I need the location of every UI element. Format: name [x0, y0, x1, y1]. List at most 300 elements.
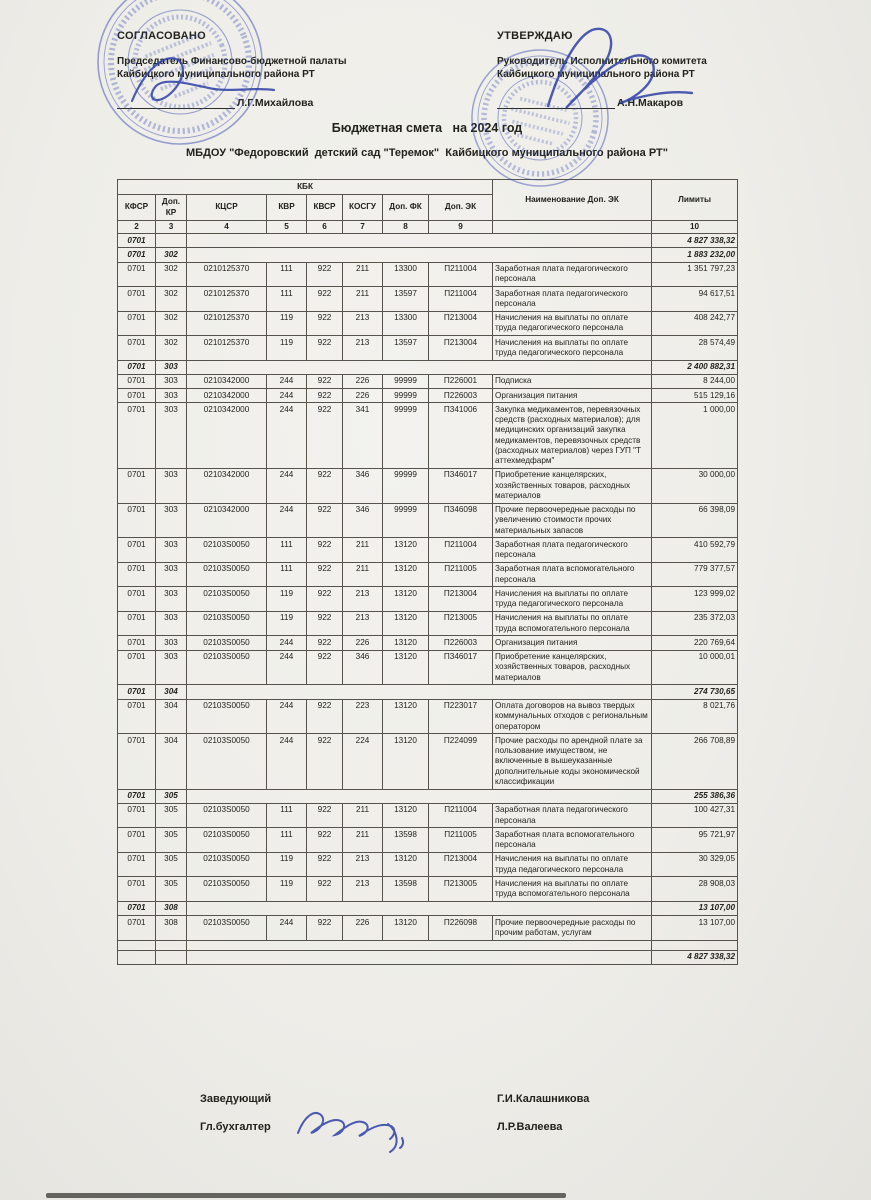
- cell-kosgu: 213: [343, 611, 383, 636]
- cell-kcsr: 0210125370: [187, 336, 267, 361]
- cell-name: Подписка: [493, 374, 652, 388]
- agreed-role-line1: Председатель Финансово-бюджетной палаты: [117, 56, 347, 67]
- cell-dop-kr: [156, 950, 187, 964]
- table-row: [118, 262, 738, 287]
- table-row: [118, 311, 738, 336]
- cell-spacer: [187, 940, 652, 950]
- cell-limit: 28 574,49: [652, 336, 738, 361]
- cell-kvr: 119: [267, 877, 307, 902]
- cell-dop-ek: П226098: [429, 916, 493, 941]
- cell-kfsr: 0701: [118, 538, 156, 563]
- cell-dop-kr: 302: [156, 311, 187, 336]
- cell-kvsr: 922: [307, 287, 343, 312]
- cell-dop-fk: 13597: [383, 336, 429, 361]
- cell-dop-kr: 302: [156, 248, 187, 262]
- table-body: [118, 234, 738, 965]
- cell-dop-fk: 13300: [383, 311, 429, 336]
- table-row-total: [118, 950, 738, 964]
- cell-kvsr: 922: [307, 734, 343, 789]
- cell-kvsr: 922: [307, 403, 343, 469]
- col-number: 5: [267, 220, 307, 233]
- cell-limit: 235 372,03: [652, 611, 738, 636]
- cell-limit: 8 244,00: [652, 374, 738, 388]
- cell-dop-fk: 13598: [383, 828, 429, 853]
- cell-kvr: 244: [267, 650, 307, 685]
- table-row-section: [118, 360, 738, 374]
- approved-role-line1: Руководитель Исполнительного комитета: [497, 56, 707, 67]
- cell-kvsr: 922: [307, 916, 343, 941]
- cell-dop-fk: 13598: [383, 877, 429, 902]
- cell-limit: 2 400 882,31: [652, 360, 738, 374]
- cell-dop-ek: П224099: [429, 734, 493, 789]
- cell-kfsr: 0701: [118, 587, 156, 612]
- cell-kvr: 119: [267, 336, 307, 361]
- cell-dop-kr: 308: [156, 916, 187, 941]
- cell-spacer: [187, 685, 652, 699]
- table-row-section: [118, 901, 738, 915]
- table-row: [118, 828, 738, 853]
- cell-kcsr: 0210342000: [187, 374, 267, 388]
- cell-spacer: [187, 248, 652, 262]
- cell-dop-ek: П213005: [429, 877, 493, 902]
- cell-kvr: 111: [267, 562, 307, 587]
- cell-dop-fk: 99999: [383, 468, 429, 503]
- cell-kcsr: 0210125370: [187, 311, 267, 336]
- cell-kosgu: 213: [343, 336, 383, 361]
- cell-limit: 1 000,00: [652, 403, 738, 469]
- table-row-section: [118, 248, 738, 262]
- limits-header: Лимиты: [652, 180, 738, 221]
- cell-dop-kr: 303: [156, 636, 187, 650]
- col-number: 8: [383, 220, 429, 233]
- cell-kcsr: 0210125370: [187, 287, 267, 312]
- cell-limit: 1 351 797,23: [652, 262, 738, 287]
- kbk-header: КБК: [118, 180, 493, 195]
- cell-dop-fk: 13120: [383, 636, 429, 650]
- cell-dop-kr: 303: [156, 650, 187, 685]
- cell-limit: 28 908,03: [652, 877, 738, 902]
- header-row-numbers: [118, 220, 738, 233]
- cell-kvsr: 922: [307, 650, 343, 685]
- document-title: Бюджетная смета на 2024 год: [331, 121, 523, 135]
- cell-dop-kr: 303: [156, 538, 187, 563]
- col-number: 7: [343, 220, 383, 233]
- cell-kfsr: 0701: [118, 699, 156, 734]
- cell-kosgu: 226: [343, 374, 383, 388]
- cell-kvsr: 922: [307, 828, 343, 853]
- signatory-role-2: Гл.бухгалтер: [200, 1121, 271, 1133]
- cell-name: Приобретение канцелярских, хозяйственных товаров, расходных материалов: [493, 650, 652, 685]
- cell-name: Приобретение канцелярских, хозяйственных товаров, расходных материалов: [493, 468, 652, 503]
- approved-heading: УТВЕРЖДАЮ: [497, 30, 573, 42]
- cell-dop-fk: 13120: [383, 852, 429, 877]
- cell-kosgu: 211: [343, 562, 383, 587]
- signatory-name-1: Г.И.Калашникова: [497, 1093, 590, 1105]
- cell-name: Начисления на выплаты по оплате труда педагогического персонала: [493, 852, 652, 877]
- cell-kfsr: 0701: [118, 789, 156, 803]
- cell-kfsr: 0701: [118, 503, 156, 538]
- cell-kfsr: 0701: [118, 336, 156, 361]
- cell-dop-kr: [156, 940, 187, 950]
- cell-limit: 4 827 338,32: [652, 234, 738, 248]
- cell-kvsr: 922: [307, 389, 343, 403]
- cell-kosgu: 226: [343, 636, 383, 650]
- agreed-block: [117, 30, 417, 109]
- cell-kvr: 119: [267, 311, 307, 336]
- signature-line: [497, 98, 615, 109]
- cell-limit: 255 386,36: [652, 789, 738, 803]
- cell-kfsr: 0701: [118, 877, 156, 902]
- cell-kvsr: 922: [307, 562, 343, 587]
- cell-kcsr: 0210342000: [187, 389, 267, 403]
- cell-name: Организация питания: [493, 636, 652, 650]
- cell-limit: 13 107,00: [652, 916, 738, 941]
- cell-dop-fk: 13120: [383, 611, 429, 636]
- cell-limit: 100 427,31: [652, 803, 738, 828]
- cell-kvr: 119: [267, 852, 307, 877]
- cell-limit: [652, 940, 738, 950]
- table-row: [118, 287, 738, 312]
- cell-kvr: 244: [267, 636, 307, 650]
- table-row: [118, 562, 738, 587]
- cell-kfsr: 0701: [118, 403, 156, 469]
- cell-kfsr: 0701: [118, 734, 156, 789]
- cell-kosgu: 213: [343, 877, 383, 902]
- cell-kfsr: 0701: [118, 852, 156, 877]
- cell-dop-ek: П211005: [429, 828, 493, 853]
- cell-dop-ek: П213004: [429, 852, 493, 877]
- cell-kosgu: 211: [343, 287, 383, 312]
- cell-kfsr: 0701: [118, 374, 156, 388]
- cell-limit: 94 617,51: [652, 287, 738, 312]
- cell-kfsr: 0701: [118, 901, 156, 915]
- cell-kosgu: 211: [343, 828, 383, 853]
- cell-kvr: 244: [267, 403, 307, 469]
- cell-dop-kr: 303: [156, 403, 187, 469]
- agreed-name: Л.Г.Михайлова: [237, 97, 314, 109]
- cell-kfsr: 0701: [118, 234, 156, 248]
- col-header-dopfk: Доп. ФК: [383, 195, 429, 221]
- cell-dop-ek: П223017: [429, 699, 493, 734]
- cell-kosgu: 346: [343, 650, 383, 685]
- cell-dop-ek: П213004: [429, 336, 493, 361]
- cell-kvr: 111: [267, 538, 307, 563]
- col-number: 4: [187, 220, 267, 233]
- table-row-section: [118, 234, 738, 248]
- cell-dop-kr: 305: [156, 828, 187, 853]
- cell-kvsr: 922: [307, 503, 343, 538]
- table-row: [118, 374, 738, 388]
- cell-dop-fk: 13120: [383, 587, 429, 612]
- cell-kcsr: 02103S0050: [187, 916, 267, 941]
- cell-kosgu: 346: [343, 503, 383, 538]
- cell-dop-kr: 303: [156, 389, 187, 403]
- cell-dop-fk: 13120: [383, 562, 429, 587]
- approved-block: [497, 30, 797, 109]
- cell-kfsr: 0701: [118, 287, 156, 312]
- cell-limit: 10 000,01: [652, 650, 738, 685]
- cell-limit: 4 827 338,32: [652, 950, 738, 964]
- cell-kcsr: 02103S0050: [187, 734, 267, 789]
- header-row-kbk: [118, 180, 738, 195]
- cell-kcsr: 02103S0050: [187, 852, 267, 877]
- table-row: [118, 336, 738, 361]
- col-number: [493, 220, 652, 233]
- cell-dop-fk: 13120: [383, 538, 429, 563]
- cell-kvr: 111: [267, 287, 307, 312]
- cell-name: Заработная плата педагогического персонала: [493, 262, 652, 287]
- cell-limit: 66 398,09: [652, 503, 738, 538]
- cell-limit: 1 883 232,00: [652, 248, 738, 262]
- cell-dop-ek: П213004: [429, 587, 493, 612]
- cell-kcsr: 0210125370: [187, 262, 267, 287]
- signatory-role-1: Заведующий: [200, 1093, 272, 1105]
- approved-role-line2: Кайбицкого муниципального района РТ: [497, 69, 695, 80]
- cell-kvr: 111: [267, 828, 307, 853]
- cell-dop-kr: 308: [156, 901, 187, 915]
- cell-dop-fk: 13120: [383, 916, 429, 941]
- cell-name: Организация питания: [493, 389, 652, 403]
- cell-name: Начисления на выплаты по оплате труда педагогического персонала: [493, 587, 652, 612]
- cell-kfsr: 0701: [118, 636, 156, 650]
- cell-name: Оплата договоров на вывоз твердых коммунальных отходов с региональным оператором: [493, 699, 652, 734]
- cell-kfsr: 0701: [118, 360, 156, 374]
- cell-kvsr: 922: [307, 877, 343, 902]
- cell-dop-kr: 302: [156, 336, 187, 361]
- cell-kfsr: 0701: [118, 828, 156, 853]
- cell-limit: 779 377,57: [652, 562, 738, 587]
- cell-limit: 515 129,16: [652, 389, 738, 403]
- cell-kvr: 244: [267, 389, 307, 403]
- cell-name: Начисления на выплаты по оплате труда педагогического персонала: [493, 336, 652, 361]
- cell-dop-kr: 302: [156, 287, 187, 312]
- table-row: [118, 403, 738, 469]
- cell-dop-kr: 305: [156, 877, 187, 902]
- col-header-dopek: Доп. ЭК: [429, 195, 493, 221]
- cell-dop-kr: 303: [156, 468, 187, 503]
- cell-dop-kr: 303: [156, 503, 187, 538]
- budget-table: [117, 179, 738, 965]
- cell-name: Заработная плата педагогического персонала: [493, 287, 652, 312]
- cell-kfsr: 0701: [118, 248, 156, 262]
- cell-dop-ek: П211005: [429, 562, 493, 587]
- cell-kcsr: 02103S0050: [187, 699, 267, 734]
- cell-kfsr: 0701: [118, 803, 156, 828]
- cell-kosgu: 223: [343, 699, 383, 734]
- cell-kvr: 244: [267, 503, 307, 538]
- table-row: [118, 611, 738, 636]
- cell-dop-fk: 99999: [383, 503, 429, 538]
- table-row: [118, 538, 738, 563]
- cell-kosgu: 211: [343, 538, 383, 563]
- cell-limit: 410 592,79: [652, 538, 738, 563]
- cell-kvr: 244: [267, 699, 307, 734]
- cell-kosgu: 346: [343, 468, 383, 503]
- cell-dop-kr: 302: [156, 262, 187, 287]
- cell-limit: 30 000,00: [652, 468, 738, 503]
- cell-kvr: 119: [267, 611, 307, 636]
- cell-dop-kr: 305: [156, 852, 187, 877]
- cell-kfsr: [118, 950, 156, 964]
- cell-limit: 220 769,64: [652, 636, 738, 650]
- table-row: [118, 468, 738, 503]
- cell-kcsr: 02103S0050: [187, 803, 267, 828]
- cell-kcsr: 0210342000: [187, 468, 267, 503]
- cell-dop-kr: 305: [156, 803, 187, 828]
- cell-kvsr: 922: [307, 468, 343, 503]
- cell-dop-fk: 13120: [383, 734, 429, 789]
- cell-kvr: 111: [267, 803, 307, 828]
- cell-dop-kr: 303: [156, 374, 187, 388]
- cell-name: Заработная плата педагогического персонала: [493, 803, 652, 828]
- cell-kcsr: 02103S0050: [187, 538, 267, 563]
- cell-kfsr: 0701: [118, 562, 156, 587]
- agreed-heading: СОГЛАСОВАНО: [117, 30, 206, 42]
- cell-kosgu: 341: [343, 403, 383, 469]
- cell-dop-fk: 13120: [383, 650, 429, 685]
- cell-kvsr: 922: [307, 587, 343, 612]
- cell-dop-fk: 13120: [383, 803, 429, 828]
- table-row: [118, 389, 738, 403]
- table-row-empty: [118, 940, 738, 950]
- cell-spacer: [187, 789, 652, 803]
- cell-kvsr: 922: [307, 336, 343, 361]
- table-row: [118, 650, 738, 685]
- cell-kvsr: 922: [307, 611, 343, 636]
- cell-kosgu: 226: [343, 389, 383, 403]
- cell-dop-ek: П226001: [429, 374, 493, 388]
- cell-kcsr: 0210342000: [187, 403, 267, 469]
- cell-dop-fk: 13597: [383, 287, 429, 312]
- cell-kfsr: 0701: [118, 262, 156, 287]
- col-number: 9: [429, 220, 493, 233]
- cell-dop-fk: 99999: [383, 389, 429, 403]
- cell-dop-ek: П346098: [429, 503, 493, 538]
- cell-name: Прочие первоочередные расходы по увеличению стоимости прочих материальных запасов: [493, 503, 652, 538]
- cell-limit: 123 999,02: [652, 587, 738, 612]
- cell-dop-kr: 303: [156, 360, 187, 374]
- name-header: Наименование Доп. ЭК: [493, 180, 652, 221]
- cell-dop-ek: П211004: [429, 287, 493, 312]
- cell-name: Прочие первоочередные расходы по прочим работам, услугам: [493, 916, 652, 941]
- cell-dop-ek: П341006: [429, 403, 493, 469]
- table-row: [118, 734, 738, 789]
- cell-spacer: [187, 950, 652, 964]
- col-number: 10: [652, 220, 738, 233]
- cell-kosgu: 211: [343, 262, 383, 287]
- cell-kvr: 111: [267, 262, 307, 287]
- cell-kvr: 244: [267, 374, 307, 388]
- cell-dop-ek: П346017: [429, 650, 493, 685]
- cell-name: Начисления на выплаты по оплате труда педагогического персонала: [493, 311, 652, 336]
- col-number: 6: [307, 220, 343, 233]
- cell-dop-kr: 303: [156, 611, 187, 636]
- cell-limit: 30 329,05: [652, 852, 738, 877]
- cell-kvsr: 922: [307, 311, 343, 336]
- cell-spacer: [187, 901, 652, 915]
- cell-kvsr: 922: [307, 852, 343, 877]
- cell-kfsr: 0701: [118, 389, 156, 403]
- table-row: [118, 636, 738, 650]
- cell-dop-ek: П211004: [429, 538, 493, 563]
- table-row: [118, 852, 738, 877]
- cell-name: Прочие расходы по арендной плате за пользование имуществом, не включенные в вышеуказанные дополнительные коды экономической классификации: [493, 734, 652, 789]
- cell-kfsr: 0701: [118, 916, 156, 941]
- table-row: [118, 877, 738, 902]
- cell-dop-kr: 304: [156, 734, 187, 789]
- cell-dop-fk: 13300: [383, 262, 429, 287]
- cell-limit: 266 708,89: [652, 734, 738, 789]
- col-number: 3: [156, 220, 187, 233]
- document-subtitle: МБДОУ "Федоровский детский сад "Теремок" Кайбицкого муниципального района РТ": [186, 147, 668, 159]
- cell-kosgu: 213: [343, 852, 383, 877]
- cell-limit: 274 730,65: [652, 685, 738, 699]
- cell-kvr: 244: [267, 916, 307, 941]
- cell-name: Начисления на выплаты по оплате труда вспомогательного персонала: [493, 877, 652, 902]
- col-header-dopkr: Доп. КР: [156, 195, 187, 221]
- cell-kvsr: 922: [307, 374, 343, 388]
- agreed-role-line2: Кайбицкого муниципального района РТ: [117, 69, 315, 80]
- cell-limit: 8 021,76: [652, 699, 738, 734]
- cell-kcsr: 0210342000: [187, 503, 267, 538]
- table-row-section: [118, 789, 738, 803]
- cell-kvsr: 922: [307, 699, 343, 734]
- cell-kfsr: 0701: [118, 650, 156, 685]
- cell-kosgu: 213: [343, 311, 383, 336]
- cell-dop-kr: 304: [156, 685, 187, 699]
- table-row: [118, 503, 738, 538]
- cell-dop-ek: П226003: [429, 636, 493, 650]
- cell-dop-ek: П213005: [429, 611, 493, 636]
- cell-dop-ek: П213004: [429, 311, 493, 336]
- cell-kcsr: 02103S0050: [187, 828, 267, 853]
- cell-dop-fk: 99999: [383, 374, 429, 388]
- cell-kvr: 119: [267, 587, 307, 612]
- cell-kfsr: 0701: [118, 611, 156, 636]
- col-header-kosgu: КОСГУ: [343, 195, 383, 221]
- cell-kfsr: 0701: [118, 311, 156, 336]
- cell-dop-ek: П211004: [429, 262, 493, 287]
- cell-dop-kr: 303: [156, 587, 187, 612]
- cell-limit: 408 242,77: [652, 311, 738, 336]
- scan-artifact: [46, 1193, 566, 1198]
- cell-kvsr: 922: [307, 262, 343, 287]
- cell-dop-kr: 303: [156, 562, 187, 587]
- cell-kfsr: 0701: [118, 685, 156, 699]
- cell-dop-fk: 13120: [383, 699, 429, 734]
- cell-dop-kr: 304: [156, 699, 187, 734]
- cell-kvr: 244: [267, 468, 307, 503]
- col-header-kcsr: КЦСР: [187, 195, 267, 221]
- cell-name: Начисления на выплаты по оплате труда вспомогательного персонала: [493, 611, 652, 636]
- cell-kosgu: 226: [343, 916, 383, 941]
- approved-name: А.Н.Макаров: [617, 97, 684, 109]
- signature: [298, 1113, 403, 1152]
- cell-kcsr: 02103S0050: [187, 562, 267, 587]
- cell-kosgu: 213: [343, 587, 383, 612]
- table-row-section: [118, 685, 738, 699]
- cell-spacer: [187, 360, 652, 374]
- cell-dop-fk: 99999: [383, 403, 429, 469]
- cell-name: Заработная плата вспомогательного персонала: [493, 828, 652, 853]
- cell-dop-ek: П346017: [429, 468, 493, 503]
- cell-dop-kr: [156, 234, 187, 248]
- cell-kvr: 244: [267, 734, 307, 789]
- cell-kcsr: 02103S0050: [187, 877, 267, 902]
- cell-limit: 95 721,97: [652, 828, 738, 853]
- cell-kfsr: 0701: [118, 468, 156, 503]
- cell-kcsr: 02103S0050: [187, 611, 267, 636]
